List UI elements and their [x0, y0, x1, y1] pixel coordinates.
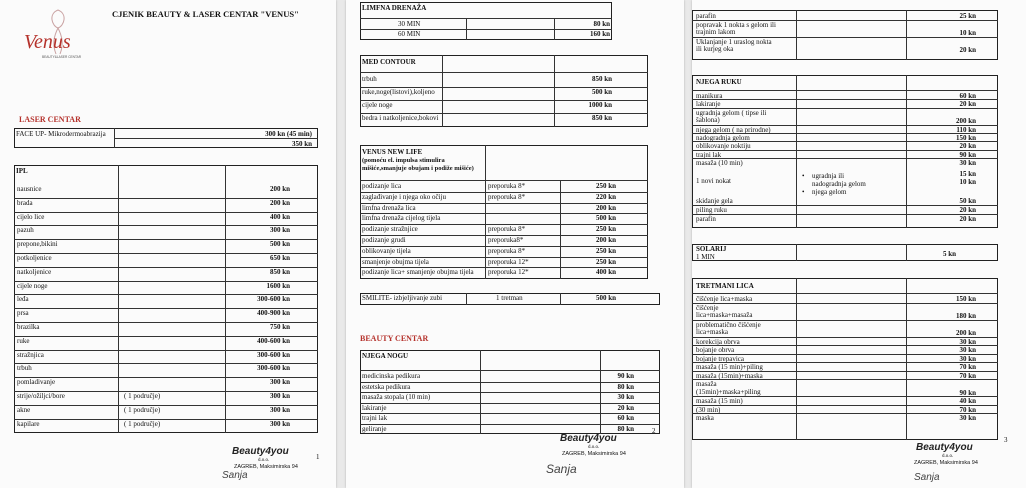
tretmani-lica-row-price: 30 kn	[959, 337, 976, 346]
signature-doo: d.o.o.	[942, 454, 954, 459]
ipl-row-note: ( 1 područje)	[124, 405, 161, 414]
signature-address: ZAGREB, Maksimirska 94	[914, 460, 978, 466]
new-life-title: VENUS NEW LIFE	[362, 148, 423, 156]
novi-nokat-opt1: ugradnja ili	[812, 172, 845, 180]
signature-scribble: Sanja	[546, 462, 577, 476]
top-row-price: 20 kn	[959, 46, 976, 55]
njega-ruku-row-name: piling ruku	[696, 206, 727, 214]
new-life-row-note: preporuka 8*	[488, 225, 526, 234]
ipl-row-name: brada	[17, 198, 33, 207]
ipl-row-price: 300 kn	[269, 405, 290, 414]
tretmani-lica-row-name: korekcija obrva	[696, 337, 740, 346]
tretmani-lica-row-price: 150 kn	[955, 295, 976, 303]
solarij-title: SOLARIJ	[696, 245, 727, 253]
new-life-row-name: oblikovanje tijela	[362, 246, 411, 255]
ipl-row-name: leđa	[17, 295, 29, 304]
njega-ruku-row-price: 20 kn	[959, 206, 976, 214]
njega-nogu-row-price: 80 kn	[617, 424, 634, 433]
new-life-row-name: smanjenje obujma tijela	[362, 257, 429, 266]
ipl-row-name: strije/ožiljci/bore	[17, 392, 65, 400]
ipl-row-price: 200 kn	[269, 185, 290, 193]
njega-nogu-title: NJEGA NOGU	[362, 352, 409, 360]
new-life-row-price: 220 kn	[595, 192, 616, 201]
new-life-row-note: preporuka 8*	[488, 246, 526, 255]
new-life-row-name: podizanje stražnjice	[362, 225, 418, 234]
tretmani-lica-row-price: 90 kn	[959, 388, 976, 397]
njega-nogu-row-price: 90 kn	[617, 372, 634, 380]
ipl-row-name: cijele noge	[17, 281, 48, 290]
novi-nokat-opt1b: nadogradnja gelom	[812, 180, 866, 188]
med-contour-row-price: 850 kn	[591, 114, 612, 122]
signature-address: ZAGREB, Maksimirska 94	[234, 464, 298, 470]
ipl-row-price: 500 kn	[269, 240, 290, 249]
ipl-row-name: pomladivanje	[17, 378, 56, 387]
ipl-row-price: 1600 kn	[266, 281, 290, 290]
page-number: 2	[652, 427, 656, 435]
njega-nogu-row-price: 20 kn	[617, 403, 634, 412]
med-contour-row-price: 850 kn	[591, 75, 612, 83]
novi-nokat-price-1: 15 kn	[959, 170, 976, 178]
ipl-row-price: 300 kn	[269, 392, 290, 400]
ipl-row-price: 300-600 kn	[257, 350, 290, 359]
tretmani-lica-title: TRETMANI LICA	[696, 282, 754, 290]
new-life-row-note: preporuka 8*	[488, 182, 526, 190]
limfna-row-price: 80 kn	[593, 20, 610, 28]
limfna-row-price: 160 kn	[589, 30, 610, 38]
ipl-row-name: ruke	[17, 336, 30, 345]
tretmani-lica-row-name: bojanje trepavica	[696, 354, 745, 363]
new-life-row-price: 200 kn	[595, 203, 616, 212]
ipl-row-name: stražnjica	[17, 350, 44, 359]
page-number: 3	[1004, 436, 1008, 444]
ipl-row-name: akne	[17, 405, 31, 414]
tretmani-lica-row-name: masaža (15 min)+piling	[696, 363, 763, 371]
tretmani-lica-row-price: 30 kn	[959, 354, 976, 363]
med-contour-row-name: trbuh	[362, 75, 377, 83]
tretmani-lica-row-price: 30 kn	[959, 414, 976, 422]
page-title: CJENIK BEAUTY & LASER CENTAR "VENUS"	[112, 9, 299, 19]
signature-brand: Beauty4you	[916, 442, 973, 453]
ipl-row-price: 750 kn	[269, 323, 290, 331]
tretmani-lica-row-name: masaža (15 min)	[696, 397, 743, 405]
new-life-row-name: limfna drenaža lica	[362, 203, 416, 212]
ipl-row-price: 850 kn	[269, 267, 290, 276]
novi-nokat-bullet-2: •	[802, 188, 805, 196]
tretmani-lica-row-name: (30 min)	[696, 405, 721, 414]
new-life-subtitle-1: (pomoću el. impulsa stimulira	[362, 157, 445, 164]
limfna-row-name: 60 MIN	[398, 30, 421, 38]
njega-nogu-row-name: geliranje	[362, 424, 387, 433]
logo-subtext: BEAUTY&LASER CENTAR	[42, 55, 82, 59]
top-row-price: 10 kn	[959, 29, 976, 38]
limfna-row-name: 30 MIN	[398, 20, 421, 28]
ipl-row-name: cijelo lice	[17, 212, 45, 221]
njega-ruku-row-name: manikura	[696, 92, 723, 100]
novi-nokat-price-2: 10 kn	[959, 178, 976, 186]
ipl-row-name: pazuh	[17, 226, 34, 235]
njega-ruku-row-name: trajni lak	[696, 150, 722, 159]
new-life-row-name: podizanje lica	[362, 182, 402, 190]
njega-ruku-row-price: 200 kn	[955, 117, 976, 126]
njega-nogu-row-price: 30 kn	[617, 393, 634, 401]
new-life-row-name: zaglađivanje i njega oko očiju	[362, 192, 446, 201]
section-laser-centar: LASER CENTAR	[19, 115, 81, 124]
tretmani-lica-row-name: bojanje obrva	[696, 346, 735, 354]
new-life-row-price: 250 kn	[595, 182, 616, 190]
njega-ruku-row-price: 20 kn	[959, 142, 976, 151]
new-life-row-price: 500 kn	[595, 214, 616, 223]
ipl-row-price: 650 kn	[269, 254, 290, 262]
row-divider	[692, 379, 998, 380]
ipl-row-price: 300 kn	[269, 419, 290, 428]
njega-ruku-row-name: nadogradnja gelom	[696, 134, 750, 142]
top-row-name: parafin	[696, 12, 716, 20]
med-contour-row-price: 500 kn	[591, 88, 612, 96]
njega-nogu-row-price: 80 kn	[617, 382, 634, 391]
page-number: 1	[316, 453, 320, 461]
limfna-title: LIMFNA DRENAŽA	[362, 4, 427, 12]
price-list-page-3	[692, 0, 1026, 488]
face-up-label: FACE UP- Mikrodermoabrazija	[16, 130, 106, 138]
top-row-name: popravak 1 nokta s gelom ili	[696, 20, 776, 29]
njega-ruku-row-price: 90 kn	[959, 150, 976, 159]
ipl-row-price: 400-600 kn	[257, 336, 290, 345]
ipl-row-name: nausnice	[17, 185, 42, 193]
ipl-row-price: 300 kn	[269, 378, 290, 387]
price-list-page-1	[0, 0, 336, 488]
tretmani-lica-row-price: 200 kn	[955, 329, 976, 337]
signature-doo: d.o.o.	[258, 458, 270, 463]
top-row-name-line2: ili kurjeg oka	[696, 45, 734, 54]
njega-nogu-row-price: 60 kn	[617, 414, 634, 422]
novi-nokat-label: 1 novi nokat	[696, 177, 731, 185]
ipl-row-price: 300-600 kn	[257, 295, 290, 304]
njega-ruku-row-name: skidanje gela	[696, 197, 733, 205]
novi-nokat-bullet-1: •	[802, 172, 805, 180]
tretmani-lica-row-price: 30 kn	[959, 346, 976, 354]
tretmani-lica-row-price: 70 kn	[959, 405, 976, 414]
ipl-row-note: ( 1 područje)	[124, 419, 161, 428]
tretmani-lica-row-price: 40 kn	[959, 397, 976, 405]
tretmani-lica-row-name-line2: lica+maska+masaža	[696, 311, 753, 319]
new-life-row-note: preporuka 12*	[488, 257, 529, 266]
smilite-price: 500 kn	[596, 294, 617, 302]
tretmani-lica-row-name: maska	[696, 414, 714, 422]
new-life-row-price: 400 kn	[595, 268, 616, 277]
tretmani-lica-row-name: čišćenje	[696, 303, 719, 312]
njega-nogu-row-name: masaža stopala (10 min)	[362, 393, 431, 401]
row-divider	[692, 303, 998, 304]
face-up-row-price: 300 kn (45 min)	[265, 130, 312, 138]
tretmani-lica-row-name: problematično čišćenje	[696, 320, 761, 329]
njega-ruku-row-name: parafin	[696, 215, 716, 223]
njega-ruku-row-name: masaža (10 min)	[696, 159, 743, 168]
njega-ruku-row-name: ugradnja gelom ( tipse ili	[696, 108, 767, 117]
signature-scribble: Sanja	[914, 472, 940, 483]
med-contour-row-name: bedra i natkoljenice,bokovi	[362, 114, 439, 122]
section-beauty-centar: BEAUTY CENTAR	[360, 334, 429, 343]
new-life-row-price: 200 kn	[595, 236, 616, 244]
njega-ruku-row-price: 150 kn	[955, 134, 976, 142]
ipl-row-price: 300-600 kn	[257, 364, 290, 373]
njega-ruku-row-price: 20 kn	[959, 100, 976, 109]
new-life-row-price: 250 kn	[595, 225, 616, 234]
tretmani-lica-row-name: masaža (15min)+maska	[696, 371, 763, 380]
price-list-page-2	[346, 0, 684, 488]
ipl-row-name: kapilare	[17, 419, 40, 428]
top-row-name-line2: trajnim lakom	[696, 28, 736, 37]
ipl-row-name: brazilka	[17, 323, 40, 331]
njega-ruku-row-name: lakiranje	[696, 100, 721, 109]
tretmani-lica-row-name: čišćenje lica+maska	[696, 295, 753, 303]
ipl-row-price: 300 kn	[269, 226, 290, 235]
solarij-name: 1 MIN	[696, 253, 715, 261]
ipl-row-name: prsa	[17, 309, 29, 318]
tretmani-lica-row-name-line2: (15min)+maska+piling	[696, 387, 761, 396]
new-life-row-note: preporuka 12*	[488, 268, 529, 277]
njega-nogu-row-name: lakiranje	[362, 403, 387, 412]
njega-nogu-row-name: trajni lak	[362, 414, 388, 422]
signature-scribble: Sanja	[222, 470, 248, 481]
tretmani-lica-row-name-line2: lica+maska	[696, 328, 728, 336]
ipl-row-name: natkoljenice	[17, 267, 52, 276]
ipl-row-price: 400 kn	[269, 212, 290, 221]
new-life-row-name: podizanje grudi	[362, 236, 406, 244]
signature-brand: Beauty4you	[232, 446, 289, 457]
med-contour-row-name: cijele noge	[362, 101, 393, 109]
ipl-title: IPL	[16, 167, 28, 175]
njega-nogu-row-name: estetska pedikura	[362, 382, 411, 391]
new-life-row-name: limfna drenaža cijelog tijela	[362, 214, 441, 223]
njega-ruku-row-price: 50 kn	[959, 197, 976, 205]
new-life-row-note: preporuka 8*	[488, 192, 526, 201]
njega-nogu-row-name: medicinska pedikura	[362, 372, 421, 380]
njega-ruku-row-price: 110 kn	[956, 125, 976, 134]
signature-doo: d.o.o.	[588, 445, 600, 450]
top-row-name: Uklanjanje 1 uraslog nokta	[696, 37, 772, 46]
med-contour-title: MED CONTOUR	[362, 58, 416, 66]
ipl-row-note: ( 1 područje)	[124, 392, 161, 400]
njega-ruku-row-price: 20 kn	[959, 215, 976, 223]
face-up-row-price: 350 kn	[291, 140, 312, 148]
njega-ruku-row-price: 30 kn	[959, 159, 976, 168]
ipl-row-name: trbuh	[17, 364, 32, 373]
ipl-row-name: potkoljenice	[17, 254, 52, 262]
signature-brand: Beauty4you	[560, 433, 617, 444]
new-life-row-price: 250 kn	[595, 257, 616, 266]
ipl-row-name: prepone,bikini	[17, 240, 58, 249]
tretmani-lica-row-price: 70 kn	[959, 371, 976, 380]
tretmani-lica-row-price: 180 kn	[955, 312, 976, 320]
new-life-row-note: preporuka8*	[488, 236, 524, 244]
signature-address: ZAGREB, Maksimirska 94	[562, 451, 626, 457]
novi-nokat-opt2: njega gelom	[812, 188, 847, 196]
njega-ruku-row-name: njega gelom ( na prirodne)	[696, 125, 771, 134]
tretmani-lica-row-price: 70 kn	[959, 363, 976, 371]
venus-logo-icon	[18, 6, 96, 64]
med-contour-row-price: 1000 kn	[588, 101, 612, 109]
new-life-row-price: 250 kn	[595, 246, 616, 255]
logo-text: Venus	[24, 31, 71, 53]
smilite-note: 1 tretman	[496, 294, 523, 302]
solarij-price: 5 kn	[942, 250, 956, 258]
smilite-name: SMILITE- izbjeljivanje zubi	[362, 294, 443, 302]
new-life-subtitle-2: mišiće,smanjuje obujam i podiže mišiće)	[362, 165, 474, 172]
njega-ruku-row-price: 60 kn	[959, 92, 976, 100]
new-life-row-name: podizanje lica+ smanjenje obujma tijela	[362, 268, 474, 277]
ipl-row-price: 400-900 kn	[257, 309, 290, 318]
njega-ruku-row-name: oblikovanje noktiju	[696, 142, 751, 151]
tretmani-lica-row-name: masaža	[696, 380, 717, 388]
top-row-price: 25 kn	[959, 12, 976, 20]
njega-ruku-title: NJEGA RUKU	[696, 78, 742, 86]
med-contour-row-name: ruke,noge(listovi),koljeno	[362, 88, 435, 96]
njega-ruku-row-name-line2: šablona)	[696, 116, 720, 125]
ipl-row-price: 200 kn	[269, 198, 290, 207]
